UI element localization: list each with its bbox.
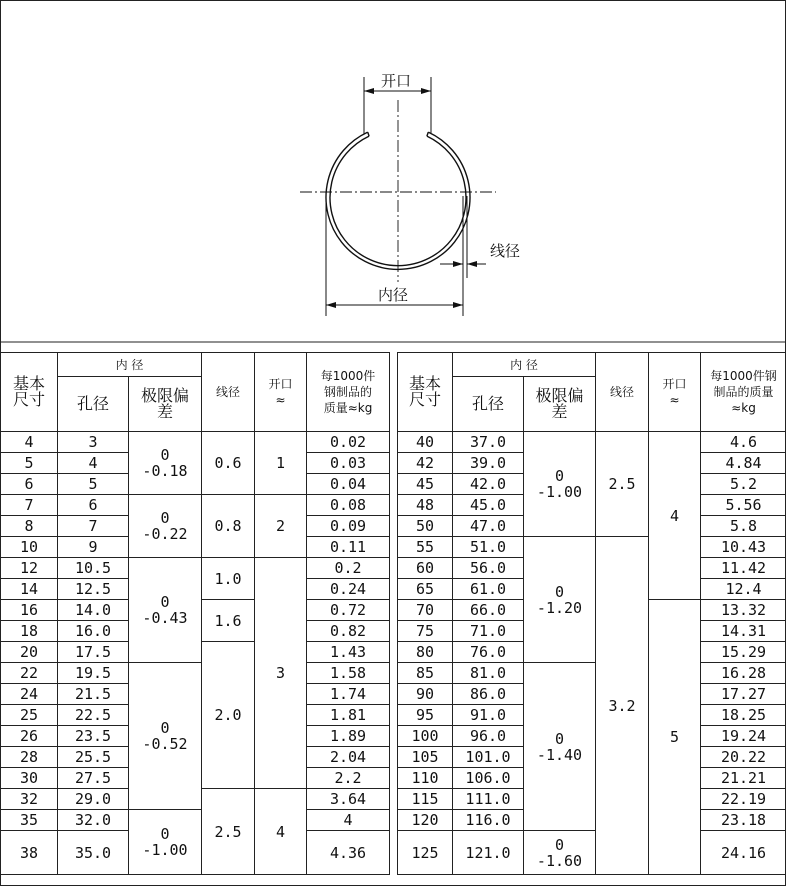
cell-opening: 4 xyxy=(649,432,701,600)
cell-wire: 1.6 xyxy=(202,600,255,642)
cell-mass: 1.89 xyxy=(307,726,390,747)
cell-hole: 35.0 xyxy=(58,831,129,875)
cell-hole: 3 xyxy=(58,432,129,453)
cell-hole: 42.0 xyxy=(453,474,524,495)
cell-mass: 0.04 xyxy=(307,474,390,495)
header-opening: 开口 ≈ xyxy=(649,353,701,432)
cell-wire: 2.0 xyxy=(202,642,255,789)
cell-hole: 71.0 xyxy=(453,621,524,642)
cell-hole: 111.0 xyxy=(453,789,524,810)
header-limit-dev: 极限偏 差 xyxy=(129,377,202,432)
cell-wire: 0.6 xyxy=(202,432,255,495)
cell-size: 95 xyxy=(398,705,453,726)
cell-hole: 5 xyxy=(58,474,129,495)
header-limit-dev: 极限偏 差 xyxy=(524,377,596,432)
cell-size: 28 xyxy=(1,747,58,768)
cell-size: 90 xyxy=(398,684,453,705)
cell-hole: 45.0 xyxy=(453,495,524,516)
cell-mass: 0.08 xyxy=(307,495,390,516)
cell-size: 22 xyxy=(1,663,58,684)
header-basic-size: 基本 尺寸 xyxy=(1,353,58,432)
cell-opening: 1 xyxy=(255,432,307,495)
cell-mass: 12.4 xyxy=(701,579,786,600)
cell-mass: 0.03 xyxy=(307,453,390,474)
cell-mass: 13.32 xyxy=(701,600,786,621)
header-inner-dia: 内 径 xyxy=(58,353,202,377)
cell-tolerance: 0 -0.43 xyxy=(129,558,202,663)
cell-mass: 1.74 xyxy=(307,684,390,705)
header-hole-dia: 孔径 xyxy=(58,377,129,432)
cell-mass: 0.72 xyxy=(307,600,390,621)
cell-hole: 56.0 xyxy=(453,558,524,579)
cell-mass: 4.6 xyxy=(701,432,786,453)
cell-size: 25 xyxy=(1,705,58,726)
cell-size: 40 xyxy=(398,432,453,453)
header-hole-dia: 孔径 xyxy=(453,377,524,432)
cell-mass: 20.22 xyxy=(701,747,786,768)
cell-size: 32 xyxy=(1,789,58,810)
cell-tolerance: 0 -1.20 xyxy=(524,537,596,663)
cell-hole: 96.0 xyxy=(453,726,524,747)
cell-hole: 9 xyxy=(58,537,129,558)
cell-mass: 14.31 xyxy=(701,621,786,642)
cell-mass: 22.19 xyxy=(701,789,786,810)
cell-mass: 17.27 xyxy=(701,684,786,705)
cell-mass: 0.2 xyxy=(307,558,390,579)
cell-wire: 1.0 xyxy=(202,558,255,600)
cell-hole: 4 xyxy=(58,453,129,474)
cell-size: 80 xyxy=(398,642,453,663)
cell-size: 65 xyxy=(398,579,453,600)
cell-hole: 61.0 xyxy=(453,579,524,600)
cell-hole: 81.0 xyxy=(453,663,524,684)
cell-opening: 5 xyxy=(649,600,701,875)
cell-wire: 3.2 xyxy=(596,537,649,875)
cell-tolerance: 0 -0.52 xyxy=(129,663,202,810)
cell-size: 10 xyxy=(1,537,58,558)
cell-size: 55 xyxy=(398,537,453,558)
cell-hole: 47.0 xyxy=(453,516,524,537)
cell-size: 26 xyxy=(1,726,58,747)
cell-tolerance: 0 -0.22 xyxy=(129,495,202,558)
cell-mass: 10.43 xyxy=(701,537,786,558)
cell-hole: 16.0 xyxy=(58,621,129,642)
cell-size: 120 xyxy=(398,810,453,831)
cell-hole: 121.0 xyxy=(453,831,524,875)
spec-table-left xyxy=(0,352,390,875)
cell-hole: 21.5 xyxy=(58,684,129,705)
cell-mass: 1.58 xyxy=(307,663,390,684)
cell-size: 5 xyxy=(1,453,58,474)
cell-opening: 3 xyxy=(255,558,307,789)
cell-hole: 32.0 xyxy=(58,810,129,831)
cell-hole: 66.0 xyxy=(453,600,524,621)
cell-tolerance: 0 -1.00 xyxy=(129,810,202,875)
cell-size: 6 xyxy=(1,474,58,495)
header-mass: 每1000件钢 制品的质量 ≈kg xyxy=(701,353,786,432)
cell-hole: 22.5 xyxy=(58,705,129,726)
cell-size: 8 xyxy=(1,516,58,537)
cell-size: 75 xyxy=(398,621,453,642)
cell-mass: 0.24 xyxy=(307,579,390,600)
header-basic-size: 基本 尺寸 xyxy=(398,353,453,432)
cell-hole: 10.5 xyxy=(58,558,129,579)
cell-size: 24 xyxy=(1,684,58,705)
cell-wire: 0.8 xyxy=(202,495,255,558)
cell-hole: 76.0 xyxy=(453,642,524,663)
cell-size: 60 xyxy=(398,558,453,579)
cell-size: 35 xyxy=(1,810,58,831)
cell-mass: 16.28 xyxy=(701,663,786,684)
cell-mass: 0.82 xyxy=(307,621,390,642)
cell-size: 110 xyxy=(398,768,453,789)
cell-mass: 1.43 xyxy=(307,642,390,663)
cell-tolerance: 0 -0.18 xyxy=(129,432,202,495)
cell-opening: 4 xyxy=(255,789,307,875)
cell-size: 14 xyxy=(1,579,58,600)
wire-dia-label: 线径 xyxy=(490,242,521,260)
cell-size: 16 xyxy=(1,600,58,621)
cell-size: 85 xyxy=(398,663,453,684)
cell-hole: 12.5 xyxy=(58,579,129,600)
header-wire-dia: 线径 xyxy=(202,353,255,432)
cell-mass: 5.56 xyxy=(701,495,786,516)
cell-mass: 0.11 xyxy=(307,537,390,558)
cell-mass: 15.29 xyxy=(701,642,786,663)
cell-mass: 18.25 xyxy=(701,705,786,726)
cell-size: 20 xyxy=(1,642,58,663)
cell-size: 7 xyxy=(1,495,58,516)
cell-mass: 0.09 xyxy=(307,516,390,537)
cell-hole: 37.0 xyxy=(453,432,524,453)
opening-label: 开口 xyxy=(381,72,412,90)
cell-hole: 91.0 xyxy=(453,705,524,726)
cell-hole: 39.0 xyxy=(453,453,524,474)
cell-mass: 3.64 xyxy=(307,789,390,810)
cell-mass: 23.18 xyxy=(701,810,786,831)
cell-hole: 101.0 xyxy=(453,747,524,768)
cell-size: 12 xyxy=(1,558,58,579)
cell-hole: 106.0 xyxy=(453,768,524,789)
cell-mass: 5.8 xyxy=(701,516,786,537)
snap-ring-diagram xyxy=(0,0,786,342)
cell-mass: 2.2 xyxy=(307,768,390,789)
cell-hole: 14.0 xyxy=(58,600,129,621)
cell-size: 70 xyxy=(398,600,453,621)
cell-wire: 2.5 xyxy=(596,432,649,537)
cell-size: 50 xyxy=(398,516,453,537)
cell-size: 105 xyxy=(398,747,453,768)
cell-tolerance: 0 -1.40 xyxy=(524,663,596,831)
cell-wire: 2.5 xyxy=(202,789,255,875)
cell-mass: 11.42 xyxy=(701,558,786,579)
spec-table-right xyxy=(397,352,786,875)
inner-dia-label: 内径 xyxy=(378,286,409,304)
cell-hole: 19.5 xyxy=(58,663,129,684)
cell-mass: 4.36 xyxy=(307,831,390,875)
cell-hole: 29.0 xyxy=(58,789,129,810)
cell-hole: 6 xyxy=(58,495,129,516)
cell-size: 115 xyxy=(398,789,453,810)
header-inner-dia: 内 径 xyxy=(453,353,596,377)
cell-tolerance: 0 -1.00 xyxy=(524,432,596,537)
cell-hole: 116.0 xyxy=(453,810,524,831)
cell-size: 30 xyxy=(1,768,58,789)
header-mass: 每1000件 钢制品的 质量≈kg xyxy=(307,353,390,432)
cell-mass: 24.16 xyxy=(701,831,786,875)
cell-size: 45 xyxy=(398,474,453,495)
cell-size: 125 xyxy=(398,831,453,875)
cell-mass: 1.81 xyxy=(307,705,390,726)
cell-mass: 4.84 xyxy=(701,453,786,474)
cell-size: 48 xyxy=(398,495,453,516)
cell-hole: 86.0 xyxy=(453,684,524,705)
cell-hole: 23.5 xyxy=(58,726,129,747)
cell-mass: 5.2 xyxy=(701,474,786,495)
cell-size: 42 xyxy=(398,453,453,474)
cell-size: 100 xyxy=(398,726,453,747)
cell-mass: 0.02 xyxy=(307,432,390,453)
cell-tolerance: 0 -1.60 xyxy=(524,831,596,875)
cell-hole: 17.5 xyxy=(58,642,129,663)
header-wire-dia: 线径 xyxy=(596,353,649,432)
cell-mass: 19.24 xyxy=(701,726,786,747)
cell-mass: 21.21 xyxy=(701,768,786,789)
cell-hole: 51.0 xyxy=(453,537,524,558)
cell-size: 4 xyxy=(1,432,58,453)
cell-opening: 2 xyxy=(255,495,307,558)
header-opening: 开口 ≈ xyxy=(255,353,307,432)
cell-mass: 2.04 xyxy=(307,747,390,768)
cell-hole: 25.5 xyxy=(58,747,129,768)
cell-hole: 7 xyxy=(58,516,129,537)
cell-mass: 4 xyxy=(307,810,390,831)
cell-hole: 27.5 xyxy=(58,768,129,789)
cell-size: 38 xyxy=(1,831,58,875)
cell-size: 18 xyxy=(1,621,58,642)
